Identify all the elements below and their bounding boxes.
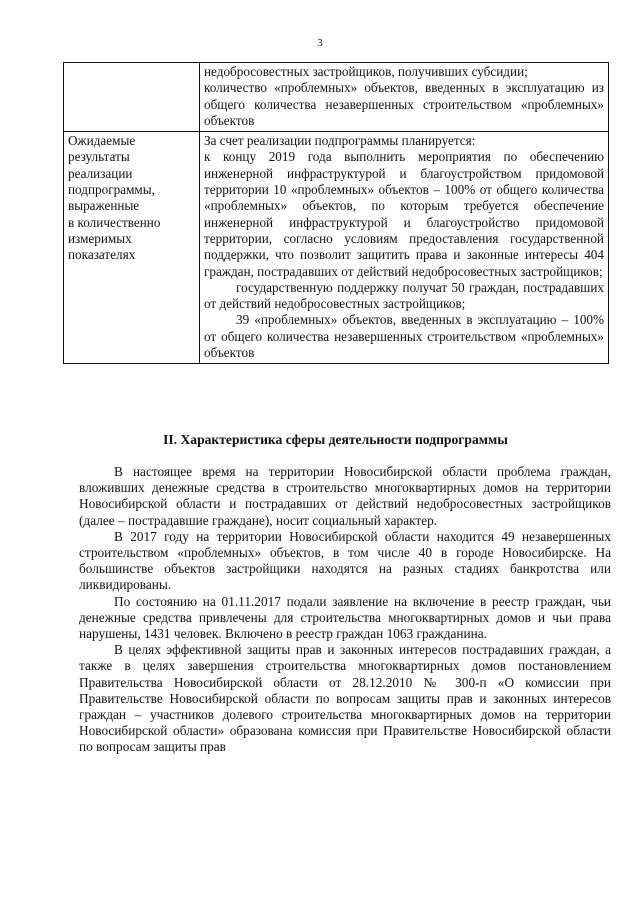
table-paragraph: недобросовестных застройщиков, получивших субсидии; [204,64,528,79]
body-paragraph: В 2017 году на территории Новосибирской области находится 49 незавершенных строительством «проблемных» объектов, в том числе 40 в городе Новосибирске. На большинстве объектов застройщики находятся на разных стадиях банкротства или ликвидированы. [79,528,611,593]
body-paragraph: По состоянию на 01.11.2017 подали заявление на включение в реестр граждан, чьи денежные средства привлечены для строительства многоквартирных домов и чьи права нарушены, 1431 человек. Включено в реестр граждан 1063 гражданина. [79,593,611,642]
label-line: Ожидаемые [68,133,136,149]
section-heading: II. Характеристика сферы деятельности подпрограммы [163,432,508,447]
table-paragraph: 39 «проблемных» объектов, введенных в эксплуатацию – 100% от общего количества незавершенных строительством «проблемных» объектов [204,312,604,361]
label-line: подпрограммы, [68,182,155,198]
table-cell-label-empty [64,63,200,132]
table-cell-indicators-continued [200,63,609,132]
label-line: результаты [68,149,130,165]
label-line: в количественно [68,214,161,230]
table-paragraph: За счет реализации подпрограммы планируется: [204,133,476,149]
table-cell-expected-results-text [200,132,609,364]
label-line: реализации [68,165,133,181]
table-row [64,132,609,364]
body-paragraph: В настоящее время на территории Новосибирской области проблема граждан, вложивших денежные средства в строительство многоквартирных домов на территории Новосибирской области и пострадавших от действий недобросовестных застройщиков (далее – пострадавшие граждане), носит социальный характер. [79,464,611,528]
page-number: 3 [317,37,323,49]
table-paragraph: количество «проблемных» объектов, введенных в эксплуатацию из общего количества незавершенных строительством «проблемных» объектов [204,80,604,128]
table-cell-expected-results-label [64,132,200,364]
table-paragraph: к концу 2019 года выполнить мероприятия по обеспечению инженерной инфраструктурой и благоустройством придомовой территории 10 «проблемных» объектов – 100% от общего количества «проблемных» объектов, по которым требуется обеспечение инженерной инфраструктурой и благоустройство придомовой территории, согласно условиям предоставления государственной поддержки, что позволит защитить права и законные интересы 404 граждан, пострадавших от действий недобросовестных застройщиков; [204,149,604,279]
subprogram-passport-table [63,62,609,364]
body-paragraph: В целях эффективной защиты прав и законных интересов пострадавших граждан, а также в целях завершения строительства многоквартирных домов постановлением Правительства Новосибирской области от 28.12.2010 № 300-п «О комиссии при Правительстве Новосибирской области по вопросам защиты прав и законных интересов граждан – участников долевого строительства многоквартирных домов на территории Новосибирской области» образована комиссия при Правительстве Новосибирской области по вопросам защиты прав [79,642,611,755]
table-paragraph: государственную поддержку получат 50 граждан, пострадавших от действий недобросовестных застройщиков; [204,279,604,312]
table-row [64,63,609,132]
label-line: выраженные [68,198,140,214]
label-line: измеримых [68,230,132,246]
label-line: показателях [68,247,136,263]
section-body [79,464,611,756]
